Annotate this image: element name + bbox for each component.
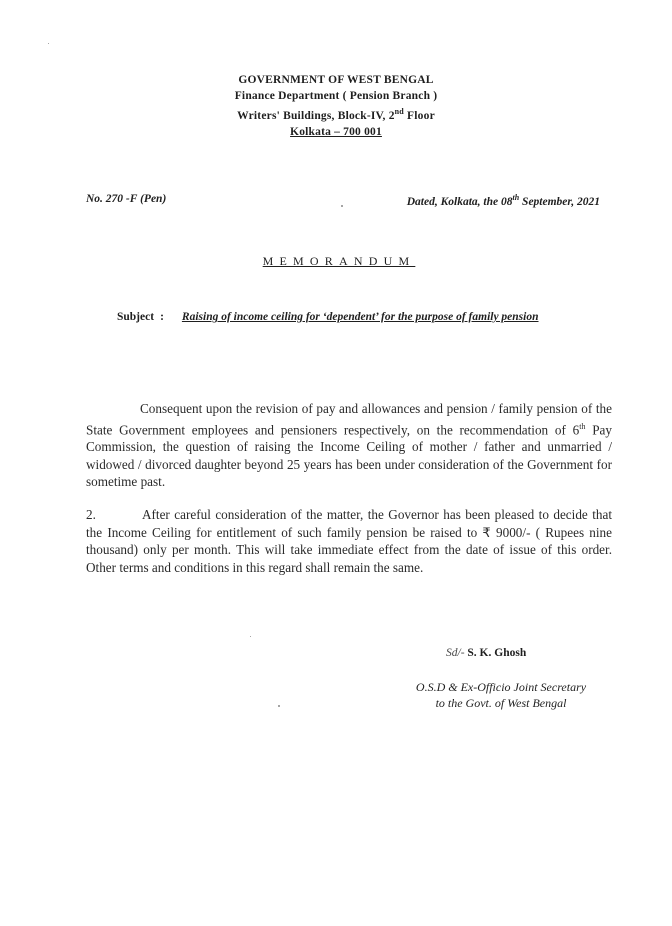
- paragraph-2-number: 2.: [86, 507, 96, 522]
- letterhead-department: Finance Department ( Pension Branch ): [234, 90, 438, 102]
- signature-sd: Sd/-: [446, 647, 465, 659]
- subject-colon: :: [160, 311, 164, 323]
- paragraph-1-superscript: th: [579, 421, 586, 431]
- memo-number: No. 270 -F (Pen): [86, 193, 167, 205]
- paragraph-1: [86, 400, 612, 491]
- signatory-designation: [396, 679, 606, 711]
- paragraph-2: [86, 506, 612, 576]
- paragraph-1-part2: Pay Commission, the question of raising the Income Ceiling of mother / father and unmarried / widowed / divorced daughter beyond 25 years has been under consideration of the Government for sometime past.: [86, 421, 612, 490]
- subject-line: [117, 311, 539, 323]
- letterhead-address: [0, 104, 672, 124]
- address-superscript: nd: [394, 107, 404, 116]
- date-superscript: th: [512, 193, 520, 202]
- address-prefix: Writers' Buildings, Block-IV, 2: [237, 109, 395, 122]
- date-suffix: September, 2021: [519, 195, 600, 208]
- scan-speck: [278, 705, 280, 707]
- subject-label: Subject: [117, 311, 155, 323]
- letterhead-government: GOVERNMENT OF WEST BENGAL: [238, 74, 434, 86]
- subject-text: Raising of income ceiling for ‘dependent’ for the purpose of family pension: [181, 311, 539, 323]
- scan-speck: [250, 636, 251, 637]
- memo-date: [407, 193, 600, 208]
- paragraph-2-text: After careful consideration of the matter, the Governor has been pleased to decide that the Income Ceiling for entitlement of such family pension be raised to ₹ 9000/- ( Rupees nine thousand) only per month. This will take immediate effect from the date of issue of this order. Other terms and conditions in this regard shall remain the same.: [86, 507, 612, 575]
- date-prefix: Dated, Kolkata, the 08: [406, 195, 513, 208]
- signature-line: [446, 647, 526, 659]
- letterhead-city: Kolkata – 700 001: [290, 125, 382, 138]
- document-title: [0, 254, 672, 269]
- signatory-name: S. K. Ghosh: [467, 647, 527, 659]
- scan-speck: [48, 43, 49, 44]
- scan-speck: [341, 205, 343, 207]
- designation-line-1: O.S.D & Ex-Officio Joint Secretary: [415, 680, 587, 694]
- address-suffix: Floor: [403, 109, 435, 122]
- document-title-text: MEMORANDUM: [262, 254, 416, 268]
- paragraph-1-part1: Consequent upon the revision of pay and allowances and pension / family pension of the State Government employees and pensioners respectively, on the recommendation of 6: [86, 401, 612, 437]
- letterhead: [0, 72, 672, 140]
- designation-line-2: to the Govt. of West Bengal: [435, 696, 567, 710]
